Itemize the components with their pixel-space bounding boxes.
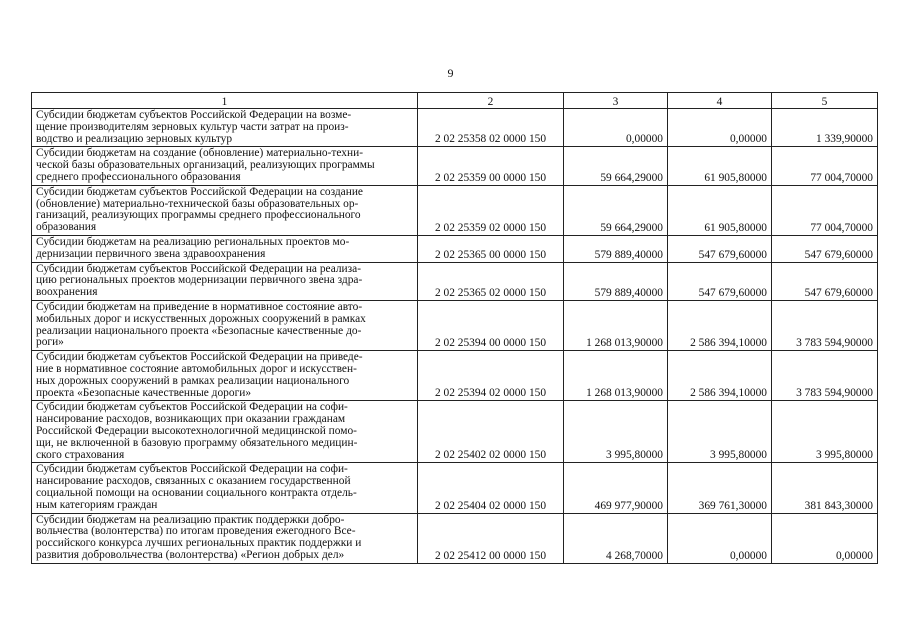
description-cell xyxy=(32,185,418,235)
header-cell: 2 xyxy=(418,93,564,109)
table-row xyxy=(32,351,878,401)
description-line: ных дорожных сооружений в рамках реализации национального xyxy=(36,374,350,387)
description-line: водство и реализацию зерновых культур xyxy=(36,132,233,145)
description-line: (обновление) материально-технической базы образовательных ор- xyxy=(36,197,359,210)
value-col4-cell: 61 905,80000 xyxy=(668,147,772,185)
header-cell: 4 xyxy=(668,93,772,109)
description-line: социальной помощи на основании социального контракта отдель- xyxy=(36,486,357,499)
description-line: Субсидии бюджетам субъектов Российской Федерации на софи- xyxy=(36,401,348,414)
table-row xyxy=(32,513,878,563)
value-col3-cell: 1 268 013,90000 xyxy=(564,351,668,401)
value-col5-cell: 77 004,70000 xyxy=(772,147,878,185)
value-col3-cell: 59 664,29000 xyxy=(564,185,668,235)
budget-code-cell: 2 02 25365 02 0000 150 xyxy=(418,262,564,300)
description-line: роги» xyxy=(36,336,64,349)
description-line: Российской Федерации высокотехнологичной медицинской помо- xyxy=(36,424,357,437)
budget-code-cell: 2 02 25365 00 0000 150 xyxy=(418,235,564,262)
description-line: ние в нормативное состояние автомобильных дорог и искусствен- xyxy=(36,362,357,375)
description-line: реализации национального проекта «Безопасные качественные до- xyxy=(36,324,362,337)
value-col5-cell: 547 679,60000 xyxy=(772,235,878,262)
value-col5-cell: 381 843,30000 xyxy=(772,463,878,513)
budget-code-cell: 2 02 25394 00 0000 150 xyxy=(418,300,564,350)
value-col5-cell: 0,00000 xyxy=(772,513,878,563)
value-col3-cell: 4 268,70000 xyxy=(564,513,668,563)
budget-table xyxy=(31,92,878,564)
table-row xyxy=(32,147,878,185)
description-line: Субсидии бюджетам на реализацию практик поддержки добро- xyxy=(36,513,345,526)
description-line: Субсидии бюджетам субъектов Российской Федерации на создание xyxy=(36,185,363,198)
description-line: мобильных дорог и искусственных дорожных сооружений в рамках xyxy=(36,312,366,325)
description-line: проекта «Безопасные качественные дороги» xyxy=(36,386,252,399)
description-line: Субсидии бюджетам субъектов Российской Федерации на приведе- xyxy=(36,351,363,364)
description-line: российского конкурса лучших региональных практик поддержки и xyxy=(36,537,362,550)
value-col4-cell: 2 586 394,10000 xyxy=(668,300,772,350)
value-col5-cell: 3 995,80000 xyxy=(772,401,878,463)
value-col5-cell: 3 783 594,90000 xyxy=(772,300,878,350)
description-cell xyxy=(32,262,418,300)
description-line: ского страхования xyxy=(36,448,125,461)
value-col4-cell: 61 905,80000 xyxy=(668,185,772,235)
description-cell xyxy=(32,300,418,350)
description-cell xyxy=(32,463,418,513)
table-row xyxy=(32,463,878,513)
budget-code-cell: 2 02 25402 02 0000 150 xyxy=(418,401,564,463)
description-line: Субсидии бюджетам субъектов Российской Федерации на софи- xyxy=(36,463,348,476)
value-col3-cell: 469 977,90000 xyxy=(564,463,668,513)
budget-code-cell: 2 02 25359 00 0000 150 xyxy=(418,147,564,185)
description-line: развития добровольчества (волонтерства) «Регион добрых дел» xyxy=(36,548,345,561)
budget-code-cell: 2 02 25404 02 0000 150 xyxy=(418,463,564,513)
description-line: ным категориям граждан xyxy=(36,498,158,511)
description-line: Субсидии бюджетам на создание (обновление) материально-техни- xyxy=(36,147,363,160)
value-col5-cell: 1 339,90000 xyxy=(772,109,878,147)
value-col4-cell: 547 679,60000 xyxy=(668,235,772,262)
value-col3-cell: 3 995,80000 xyxy=(564,401,668,463)
value-col5-cell: 547 679,60000 xyxy=(772,262,878,300)
budget-code-cell: 2 02 25359 02 0000 150 xyxy=(418,185,564,235)
header-cell: 5 xyxy=(772,93,878,109)
header-cell: 1 xyxy=(32,93,418,109)
description-line: дернизации первичного звена здравоохранения xyxy=(36,247,266,260)
header-row xyxy=(32,93,878,109)
budget-code-cell: 2 02 25394 02 0000 150 xyxy=(418,351,564,401)
description-line: нансирование расходов, возникающих при оказании гражданам xyxy=(36,413,346,426)
value-col3-cell: 59 664,29000 xyxy=(564,147,668,185)
description-line: щение производителям зерновых культур части затрат на произ- xyxy=(36,120,349,133)
description-line: ганизаций, реализующих программы среднего профессионального xyxy=(36,209,361,222)
description-line: воохранения xyxy=(36,286,98,299)
value-col3-cell: 1 268 013,90000 xyxy=(564,300,668,350)
table-row xyxy=(32,235,878,262)
description-cell xyxy=(32,109,418,147)
description-line: Субсидии бюджетам субъектов Российской Федерации на возме- xyxy=(36,109,352,121)
description-line: Субсидии бюджетам субъектов Российской Федерации на реализа- xyxy=(36,262,362,275)
table-row xyxy=(32,185,878,235)
description-line: Субсидии бюджетам на реализацию региональных проектов мо- xyxy=(36,235,350,248)
value-col4-cell: 2 586 394,10000 xyxy=(668,351,772,401)
table-row xyxy=(32,262,878,300)
value-col3-cell: 579 889,40000 xyxy=(564,262,668,300)
header-cell: 3 xyxy=(564,93,668,109)
page-number: 9 xyxy=(447,66,454,80)
table-row xyxy=(32,401,878,463)
budget-code-cell: 2 02 25412 00 0000 150 xyxy=(418,513,564,563)
table-row xyxy=(32,300,878,350)
description-line: среднего профессионального образования xyxy=(36,170,241,183)
table-row xyxy=(32,109,878,147)
description-cell xyxy=(32,401,418,463)
description-line: ческой базы образовательных организаций, реализующих программы xyxy=(36,159,375,172)
value-col5-cell: 3 783 594,90000 xyxy=(772,351,878,401)
table-body xyxy=(32,109,878,564)
description-cell xyxy=(32,351,418,401)
value-col3-cell: 0,00000 xyxy=(564,109,668,147)
description-line: щи, не включенной в базовую программу обязательного медицин- xyxy=(36,436,358,449)
value-col4-cell: 0,00000 xyxy=(668,513,772,563)
description-cell xyxy=(32,235,418,262)
description-line: нансирование расходов, связанных с оказанием государственной xyxy=(36,475,351,488)
description-line: вольчества (волонтерства) по итогам проведения ежегодного Все- xyxy=(36,525,356,538)
value-col5-cell: 77 004,70000 xyxy=(772,185,878,235)
value-col4-cell: 369 761,30000 xyxy=(668,463,772,513)
value-col4-cell: 3 995,80000 xyxy=(668,401,772,463)
description-line: цию региональных проектов модернизации первичного звена здра- xyxy=(36,274,363,287)
value-col4-cell: 0,00000 xyxy=(668,109,772,147)
description-line: Субсидии бюджетам на приведение в нормативное состояние авто- xyxy=(36,300,363,313)
budget-code-cell: 2 02 25358 02 0000 150 xyxy=(418,109,564,147)
value-col4-cell: 547 679,60000 xyxy=(668,262,772,300)
value-col3-cell: 579 889,40000 xyxy=(564,235,668,262)
description-line: образования xyxy=(36,221,97,234)
description-cell xyxy=(32,513,418,563)
description-cell xyxy=(32,147,418,185)
